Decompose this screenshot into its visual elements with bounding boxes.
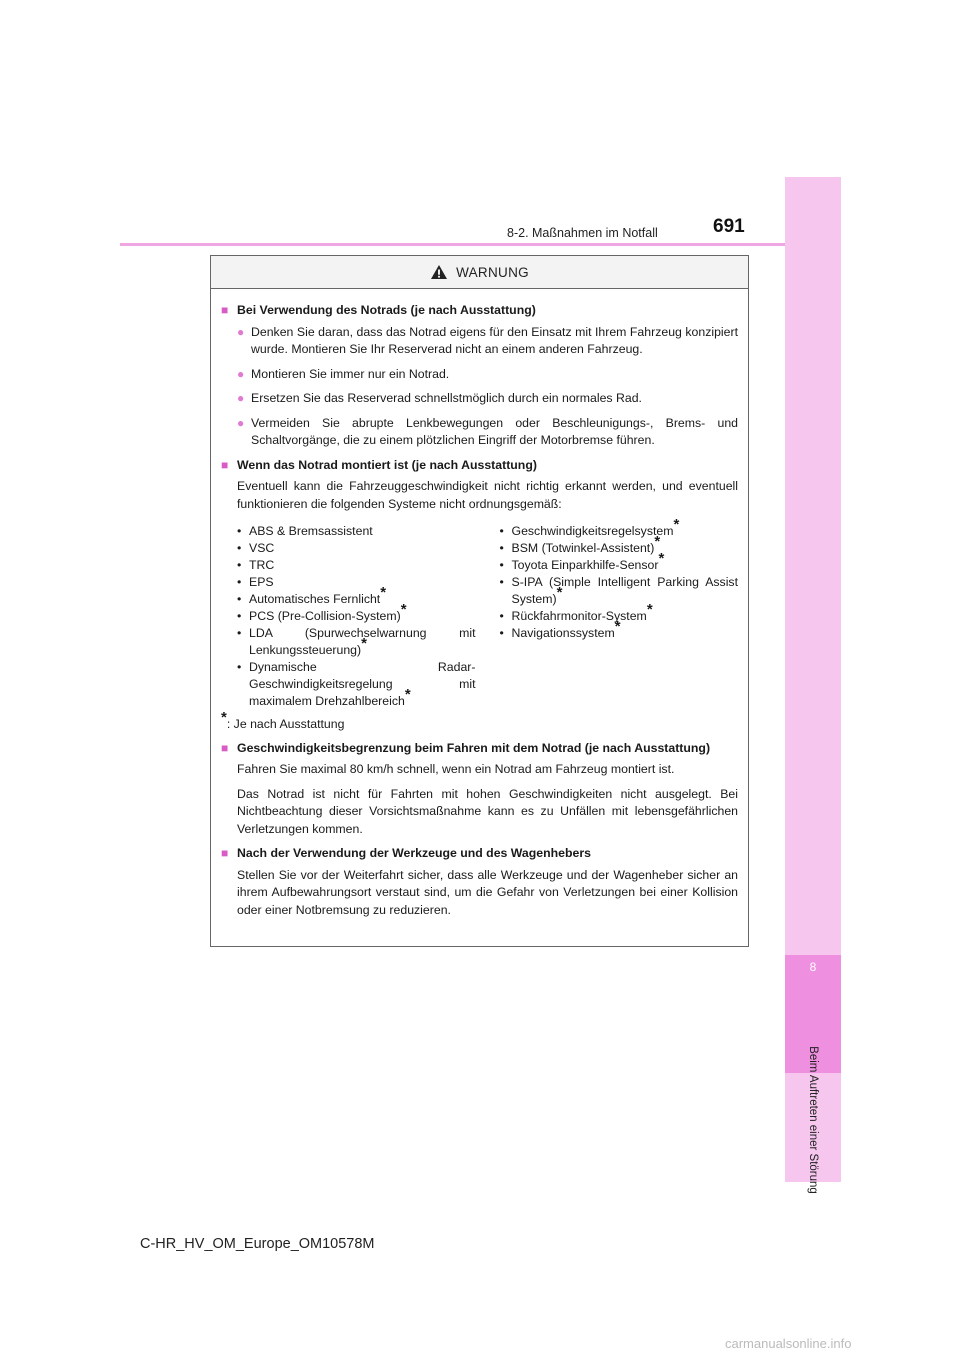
asterisk-mark: * bbox=[646, 601, 653, 618]
list-item: • Toyota Einparkhilfe-Sensor* bbox=[499, 550, 665, 572]
list-item: • Automatisches Fernlicht* bbox=[237, 584, 387, 606]
circle-bullet-icon: ● bbox=[237, 415, 245, 430]
paragraph: Stellen Sie vor der Weiterfahrt sicher, dass alle Werkzeuge und der Wagenheber sicher an ihrem Aufbewahrungsort verstaut sind, um die Gefahr von Verletzungen bei einer Kollision oder einer Notbremsung zu reduzieren. bbox=[237, 867, 738, 917]
circle-bullet-icon: ● bbox=[237, 391, 245, 405]
square-bullet-icon: ■ bbox=[221, 457, 229, 472]
asterisk-mark: * bbox=[654, 533, 661, 550]
square-bullet-icon: ■ bbox=[221, 303, 229, 317]
page-number: 691 bbox=[713, 216, 745, 237]
square-bullet-icon: ■ bbox=[221, 846, 229, 860]
document-id: C-HR_HV_OM_Europe_OM10578M bbox=[140, 1236, 375, 1252]
asterisk-mark: * bbox=[361, 635, 367, 652]
systems-list bbox=[221, 516, 738, 710]
warning-title: WARNUNG bbox=[456, 264, 529, 280]
warning-header bbox=[211, 256, 748, 289]
asterisk-mark: * bbox=[658, 550, 665, 567]
section-title: ■ Geschwindigkeitsbegrenzung beim Fahren mit dem Notrad (je nach Ausstattung) bbox=[221, 740, 738, 758]
list-item: ● Vermeiden Sie abrupte Lenkbewegungen oder Beschleunigungs-, Brems- und Schaltvorgänge, die zu einem plötzlichen Eingriff der Motorbremse führen. bbox=[221, 415, 738, 450]
warning-triangle-icon bbox=[430, 264, 448, 280]
list-item: • Navigationssystem* bbox=[499, 618, 621, 640]
list-item: • EPS bbox=[237, 575, 274, 589]
list-item: • BSM (Totwinkel-Assistent)* bbox=[499, 533, 661, 555]
list-item: ● Ersetzen Sie das Reserverad schnellstmöglich durch ein normales Rad. bbox=[221, 390, 738, 408]
square-bullet-icon: ■ bbox=[221, 740, 229, 755]
list-item: • Rückfahrmonitor-System* bbox=[499, 601, 653, 623]
circle-bullet-icon: ● bbox=[237, 324, 245, 339]
systems-right-column bbox=[490, 516, 739, 710]
list-item: • S-IPA (Simple Intelligent Parking Assist System)* bbox=[499, 575, 738, 606]
list-item: • ABS & Bremsassistent bbox=[237, 524, 373, 538]
asterisk-mark: * bbox=[380, 584, 387, 601]
list-item: • TRC bbox=[237, 558, 275, 572]
asterisk-mark: * bbox=[614, 618, 621, 635]
chapter-number: 8 bbox=[809, 960, 817, 974]
header-section: 8-2. Maßnahmen im Notfall bbox=[507, 226, 658, 240]
list-item: • PCS (Pre-Collision-System)* bbox=[237, 601, 407, 623]
list-item: ● Denken Sie daran, dass das Notrad eigens für den Einsatz mit Ihrem Fahrzeug konzipiert wurde. Montieren Sie Ihr Reserverad nicht an einem anderen Fahrzeug. bbox=[221, 324, 738, 359]
warning-box bbox=[210, 255, 749, 947]
watermark: carmanualsonline.info bbox=[725, 1336, 852, 1351]
chapter-label: Beim Auftreten einer Störung bbox=[807, 1046, 819, 1194]
footnote: *: Je nach Ausstattung bbox=[221, 709, 345, 731]
asterisk-mark: * bbox=[400, 601, 407, 618]
paragraph: Das Notrad ist nicht für Fahrten mit hohen Geschwindigkeiten nicht ausgelegt. Bei Nichtbeachtung dieser Vorsichtsmaßnahme kann es zu Unfällen mit lebensgefährlichen Verletzungen kommen. bbox=[237, 786, 738, 836]
asterisk-mark: * bbox=[556, 584, 563, 601]
circle-bullet-icon: ● bbox=[237, 366, 245, 381]
asterisk-mark: * bbox=[221, 709, 227, 726]
section-title: ■ Bei Verwendung des Notrads (je nach Ausstattung) bbox=[221, 302, 738, 320]
list-item: • Geschwindigkeitsregelsystem* bbox=[499, 516, 680, 538]
warning-body bbox=[211, 289, 748, 919]
header-rule bbox=[120, 243, 785, 246]
list-item: • VSC bbox=[237, 541, 275, 555]
section-title: ■ Wenn das Notrad montiert ist (je nach Ausstattung) bbox=[221, 457, 738, 475]
list-item: • Dynamische Radar-Geschwindigkeitsregelung mit maximalem Drehzahlbereich* bbox=[237, 660, 476, 708]
asterisk-mark: * bbox=[673, 516, 680, 533]
paragraph: Eventuell kann die Fahrzeuggeschwindigkeit nicht richtig erkannt werden, und eventuell funktionieren die folgenden Systeme nicht ordnungsgemäß: bbox=[237, 479, 738, 511]
asterisk-mark: * bbox=[404, 686, 411, 703]
list-item: ● Montieren Sie immer nur ein Notrad. bbox=[221, 366, 738, 384]
section-title: ■ Nach der Verwendung der Werkzeuge und des Wagenhebers bbox=[221, 845, 738, 863]
systems-left-column bbox=[237, 523, 490, 710]
list-item: • LDA (Spurwechselwarnung mit Lenkungssteuerung)* bbox=[237, 626, 476, 657]
paragraph: Fahren Sie maximal 80 km/h schnell, wenn ein Notrad am Fahrzeug montiert ist. bbox=[237, 762, 675, 776]
